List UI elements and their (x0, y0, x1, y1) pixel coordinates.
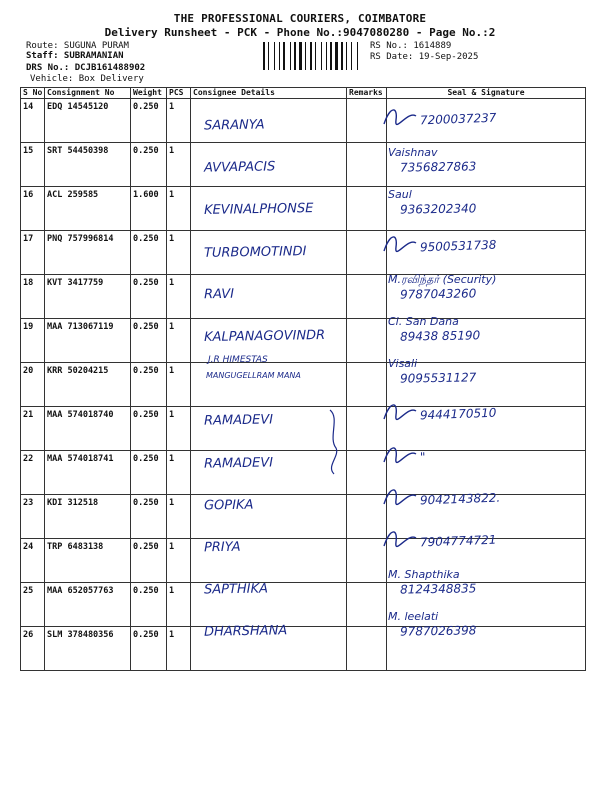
sno-cell: 22 (21, 451, 45, 495)
consignment-cell: MAA 713067119 (45, 319, 131, 363)
table-row (21, 583, 586, 627)
sno-cell: 26 (21, 627, 45, 671)
signature-phone: 9500531738 (419, 237, 497, 254)
col-sno: S No (21, 88, 45, 99)
rs-number: RS No.: 1614889 (370, 41, 452, 51)
weight-cell: 0.250 (131, 143, 167, 187)
consignment-cell: MAA 652057763 (45, 583, 131, 627)
consignee-handwriting: AVVAPACIS (203, 159, 276, 176)
consignment-cell: ACL 259585 (45, 187, 131, 231)
sno-cell: 20 (21, 363, 45, 407)
signature-name: M.ரவிந்தர் (Security) (388, 272, 497, 286)
table-row (21, 539, 586, 583)
consignment-cell: EDQ 14545120 (45, 99, 131, 143)
consignment-cell: MAA 574018741 (45, 451, 131, 495)
consignee-cell (191, 363, 347, 407)
consignee-handwriting: RAVI (203, 286, 235, 303)
consignment-cell: KDI 312518 (45, 495, 131, 539)
weight-cell: 0.250 (131, 231, 167, 275)
pcs-cell: 1 (167, 143, 191, 187)
table-header-row (21, 88, 586, 99)
sno-cell: 21 (21, 407, 45, 451)
pcs-cell: 1 (167, 231, 191, 275)
signature-scribble (380, 482, 420, 512)
consignment-cell: TRP 6483138 (45, 539, 131, 583)
sno-cell: 25 (21, 583, 45, 627)
drs-barcode (263, 42, 367, 70)
signature-name: M. Shapthika (388, 568, 460, 582)
consignment-cell: KVT 3417759 (45, 275, 131, 319)
signature-phone: 8124348835 (399, 581, 477, 597)
weight-cell: 0.250 (131, 319, 167, 363)
pcs-cell: 1 (167, 319, 191, 363)
rs-date: RS Date: 19-Sep-2025 (370, 52, 479, 62)
sno-cell: 18 (21, 275, 45, 319)
weight-cell: 0.250 (131, 275, 167, 319)
consignment-cell: SLM 378480356 (45, 627, 131, 671)
pcs-cell: 1 (167, 275, 191, 319)
signature-phone: 89438 85190 (399, 328, 481, 344)
signature-phone: 9787043260 (399, 286, 477, 302)
weight-cell: 0.250 (131, 583, 167, 627)
route-text: Route: SUGUNA PURAM (26, 41, 129, 51)
col-remarks: Remarks (347, 88, 387, 99)
signature-scribble (380, 440, 420, 470)
signature-scribble (380, 102, 420, 132)
pcs-cell: 1 (167, 627, 191, 671)
signature-scribble (380, 229, 420, 259)
table-row (21, 495, 586, 539)
pcs-cell: 1 (167, 495, 191, 539)
remarks-cell (347, 319, 387, 363)
weight-cell: 0.250 (131, 99, 167, 143)
signature-name: Visali (388, 357, 418, 371)
weight-cell: 0.250 (131, 451, 167, 495)
sno-cell: 16 (21, 187, 45, 231)
col-consignment: Consignment No (45, 88, 131, 99)
signature-phone: 9095531127 (399, 370, 477, 386)
signature-scribble (380, 524, 420, 554)
pcs-cell: 1 (167, 583, 191, 627)
remarks-cell (347, 187, 387, 231)
sno-cell: 15 (21, 143, 45, 187)
bracket-mark (322, 408, 346, 478)
vehicle-text: Vehicle: Box Delivery (30, 74, 144, 84)
remarks-cell (347, 627, 387, 671)
consignment-cell: KRR 50204215 (45, 363, 131, 407)
signature-phone: 7356827863 (399, 159, 477, 175)
remarks-cell (347, 583, 387, 627)
signature-name: Vaishnav (388, 146, 438, 160)
table-row (21, 143, 586, 187)
signature-phone: " (419, 449, 426, 464)
weight-cell: 1.600 (131, 187, 167, 231)
consignee-handwriting: SAPTHIKA (203, 581, 269, 598)
consignment-cell: SRT 54450398 (45, 143, 131, 187)
consignee-handwriting: KEVINALPHONSE (203, 201, 314, 219)
signature-scribble (380, 397, 420, 427)
sno-cell: 24 (21, 539, 45, 583)
signature-phone: 7904774721 (419, 532, 497, 550)
weight-cell: 0.250 (131, 363, 167, 407)
table-row (21, 627, 586, 671)
signature-phone: 9444170510 (419, 406, 497, 423)
pcs-cell: 1 (167, 363, 191, 407)
drs-number: DRS No.: DCJB161488902 (26, 63, 146, 73)
signature-phone: 9363202340 (399, 201, 477, 218)
col-weight: Weight (131, 88, 167, 99)
col-pcs: PCS (167, 88, 191, 99)
company-title: THE PROFESSIONAL COURIERS, COIMBATORE (173, 12, 427, 25)
signature-phone: 7200037237 (419, 110, 497, 128)
runsheet-table (20, 87, 586, 671)
staff-text: Staff: SUBRAMANIAN (26, 51, 124, 61)
consignee-handwriting: TURBOMOTINDI (203, 243, 307, 261)
pcs-cell: 1 (167, 539, 191, 583)
consignee-handwriting: RAMADEVI (203, 454, 274, 472)
runsheet-title: Delivery Runsheet - PCK - Phone No.:9047080280 - Page No.:2 (104, 26, 496, 39)
consignment-cell: MAA 574018740 (45, 407, 131, 451)
weight-cell: 0.250 (131, 539, 167, 583)
table-row (21, 363, 586, 407)
weight-cell: 0.250 (131, 495, 167, 539)
sno-cell: 17 (21, 231, 45, 275)
consignee-handwriting: J.R HIMESTAS (208, 355, 268, 366)
table-row (21, 451, 586, 495)
weight-cell: 0.250 (131, 627, 167, 671)
pcs-cell: 1 (167, 451, 191, 495)
col-consignee: Consignee Details (191, 88, 347, 99)
table-row (21, 99, 586, 143)
signature-phone: 9787026398 (399, 623, 477, 640)
consignment-cell: PNQ 757996814 (45, 231, 131, 275)
signature-phone: 9042143822. (419, 490, 501, 508)
consignee-handwriting: MANGUGELLRAM MANA (206, 371, 301, 381)
remarks-cell (347, 143, 387, 187)
remarks-cell (347, 275, 387, 319)
consignee-handwriting: PRIYA (203, 539, 241, 556)
weight-cell: 0.250 (131, 407, 167, 451)
col-signature: Seal & Signature (387, 88, 586, 99)
consignee-handwriting: DHARSHANA (203, 623, 288, 641)
signature-name: Cl. San Dana (388, 315, 459, 328)
sno-cell: 23 (21, 495, 45, 539)
pcs-cell: 1 (167, 407, 191, 451)
sno-cell: 19 (21, 319, 45, 363)
consignee-handwriting: KALPANAGOVINDR (203, 327, 326, 346)
sno-cell: 14 (21, 99, 45, 143)
signature-name: M. leelati (388, 610, 439, 624)
table-row (21, 275, 586, 319)
consignee-handwriting: RAMADEVI (203, 412, 274, 429)
pcs-cell: 1 (167, 99, 191, 143)
table-row (21, 407, 586, 451)
signature-name: Saul (388, 188, 412, 202)
consignee-handwriting: GOPIKA (203, 497, 254, 514)
pcs-cell: 1 (167, 187, 191, 231)
consignee-handwriting: SARANYA (203, 117, 265, 134)
